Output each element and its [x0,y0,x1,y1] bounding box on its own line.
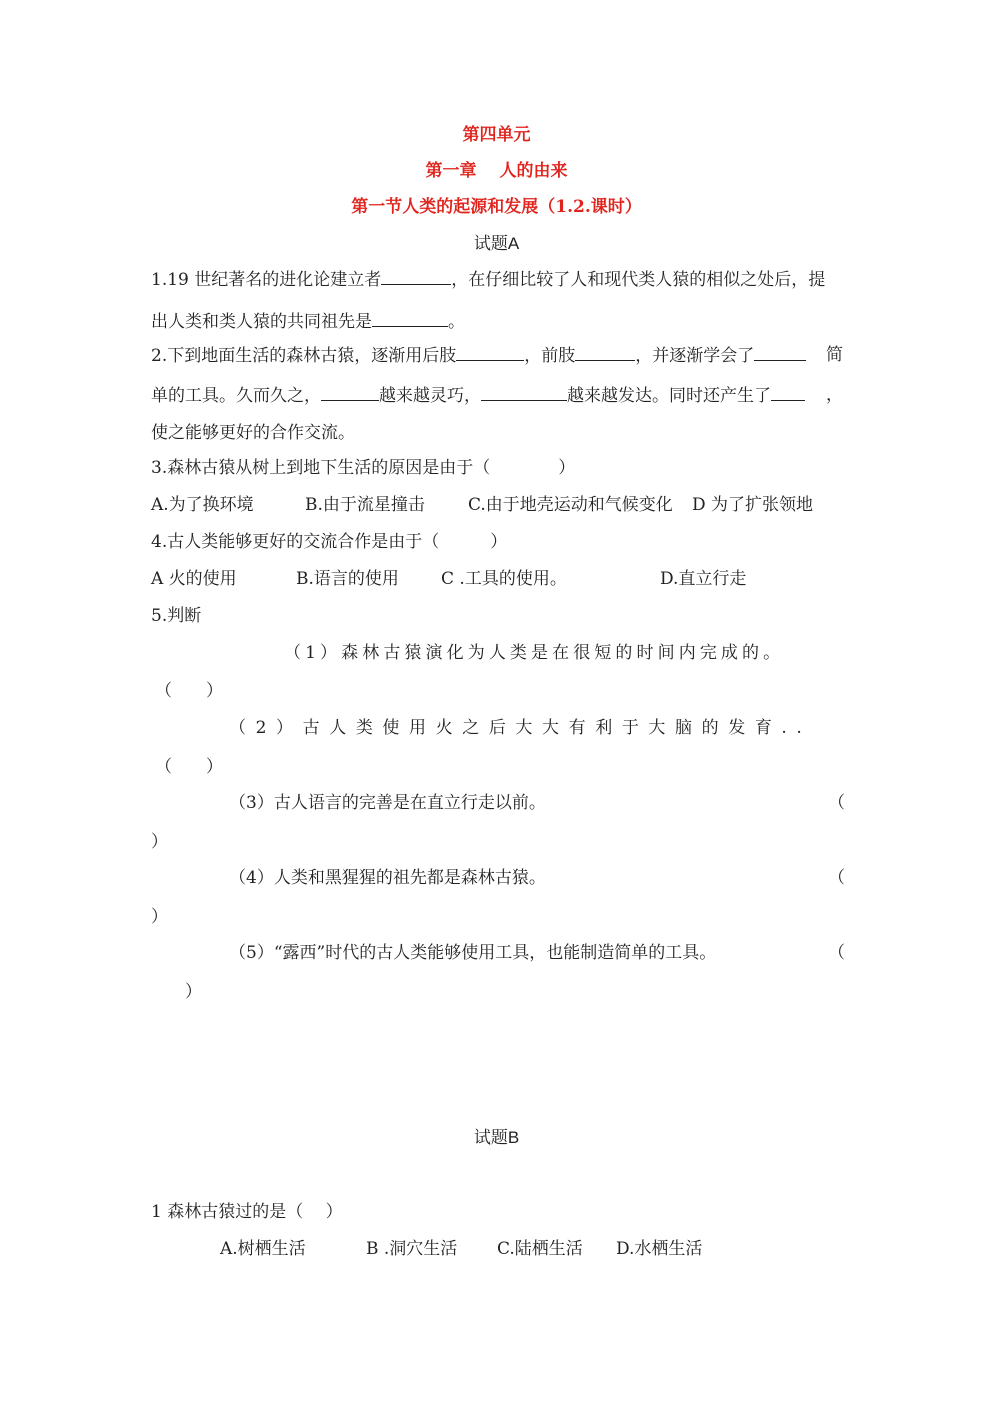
q5-item-1: （1）森林古猿演化为人类是在很短的时间内完成的。 [284,643,785,663]
test-b-title: 试题B [473,1128,520,1147]
q5-item-4-open-paren[interactable]: （ [828,868,845,888]
unit-title: 第四单元 [462,125,531,145]
q5-item-2: （2）古人类使用火之后大大有利于大脑的发育.. [229,718,812,738]
q3-option-d[interactable]: D 为了扩张领地 [692,495,814,515]
q5-item-5: （5）“露西”时代的古人类能够使用工具，也能制造简单的工具。 [229,943,717,963]
q2-blank-5[interactable] [481,384,567,401]
q4-option-a[interactable]: A 火的使用 [151,569,237,589]
q5-item-3: （3）古人语言的完善是在直立行走以前。 [229,793,546,813]
question-1-line-2 [151,310,465,333]
question-4-stem: 4.古人类能够更好的交流合作是由于（ ） [151,532,508,552]
q2-blank-4[interactable] [321,384,379,401]
q5-item-4-close-paren[interactable]: ） [151,907,168,927]
q4-option-b[interactable]: B.语言的使用 [296,569,399,589]
question-1-line-1 [151,268,825,291]
q2-text-c: ，并逐渐学会了 [635,346,755,366]
q2-blank-3[interactable] [754,344,806,361]
test-b-q1-option-a[interactable]: A.树栖生活 [220,1239,306,1259]
q2-text-e: 单的工具。久而久之， [151,386,321,406]
q2-blank-1[interactable] [456,344,524,361]
q2-text-b: ，前肢 [524,346,576,366]
q2-text-h: ， [826,385,843,405]
question-2-line-1 [151,344,843,367]
q1-text-b: ，在仔细比较了人和现代类人猿的相似之处后，提 [451,270,826,290]
q3-option-a[interactable]: A.为了换环境 [151,495,254,515]
q1-blank-2[interactable] [372,310,448,327]
question-2-line-2 [151,384,843,407]
q2-blank-2[interactable] [575,344,635,361]
test-b-q1-option-c[interactable]: C.陆栖生活 [497,1239,583,1259]
test-b-q1-option-b[interactable]: B .洞穴生活 [366,1239,458,1259]
q1-text-d: 。 [448,312,465,332]
chapter-title: 第一章 人的由来 [425,161,568,181]
question-3-stem: 3.森林古猿从树上到地下生活的原因是由于（ ） [151,458,576,478]
q5-item-5-close-paren[interactable]: ） [185,982,202,1002]
q5-item-2-answer[interactable]: （ ） [155,757,223,777]
q2-blank-6[interactable] [771,384,805,401]
q5-item-4: （4）人类和黑猩猩的祖先都是森林古猿。 [229,868,546,888]
test-b-q1-option-d[interactable]: D.水栖生活 [616,1239,703,1259]
q2-text-f: 越来越灵巧， [379,386,481,406]
q5-item-3-close-paren[interactable]: ） [151,832,168,852]
test-a-title: 试题A [473,234,520,253]
section-title: 第一节人类的起源和发展（1.2.课时） [351,197,642,217]
q4-option-c[interactable]: C .工具的使用。 [441,569,567,589]
q3-option-b[interactable]: B.由于流星撞击 [305,495,425,515]
q5-item-5-open-paren[interactable]: （ [828,943,845,963]
q2-text-i: 使之能够更好的合作交流。 [151,423,355,443]
q4-option-d[interactable]: D.直立行走 [660,569,747,589]
q2-text-a: 2.下到地面生活的森林古猿，逐渐用后肢 [151,346,457,366]
q1-blank-1[interactable] [381,268,451,285]
q2-text-d: 简 [826,345,843,365]
q1-text-c: 出人类和类人猿的共同祖先是 [151,312,372,332]
q3-option-c[interactable]: C.由于地壳运动和气候变化 [468,495,673,515]
q5-item-3-open-paren[interactable]: （ [828,793,845,813]
q2-text-g: 越来越发达。同时还产生了 [567,386,771,406]
test-b-question-1-stem: 1 森林古猿过的是（ ） [151,1202,343,1222]
q5-item-1-answer[interactable]: （ ） [155,681,223,701]
q1-text-a: 1.19 世纪著名的进化论建立者 [151,270,382,290]
question-5-stem: 5.判断 [151,606,202,626]
